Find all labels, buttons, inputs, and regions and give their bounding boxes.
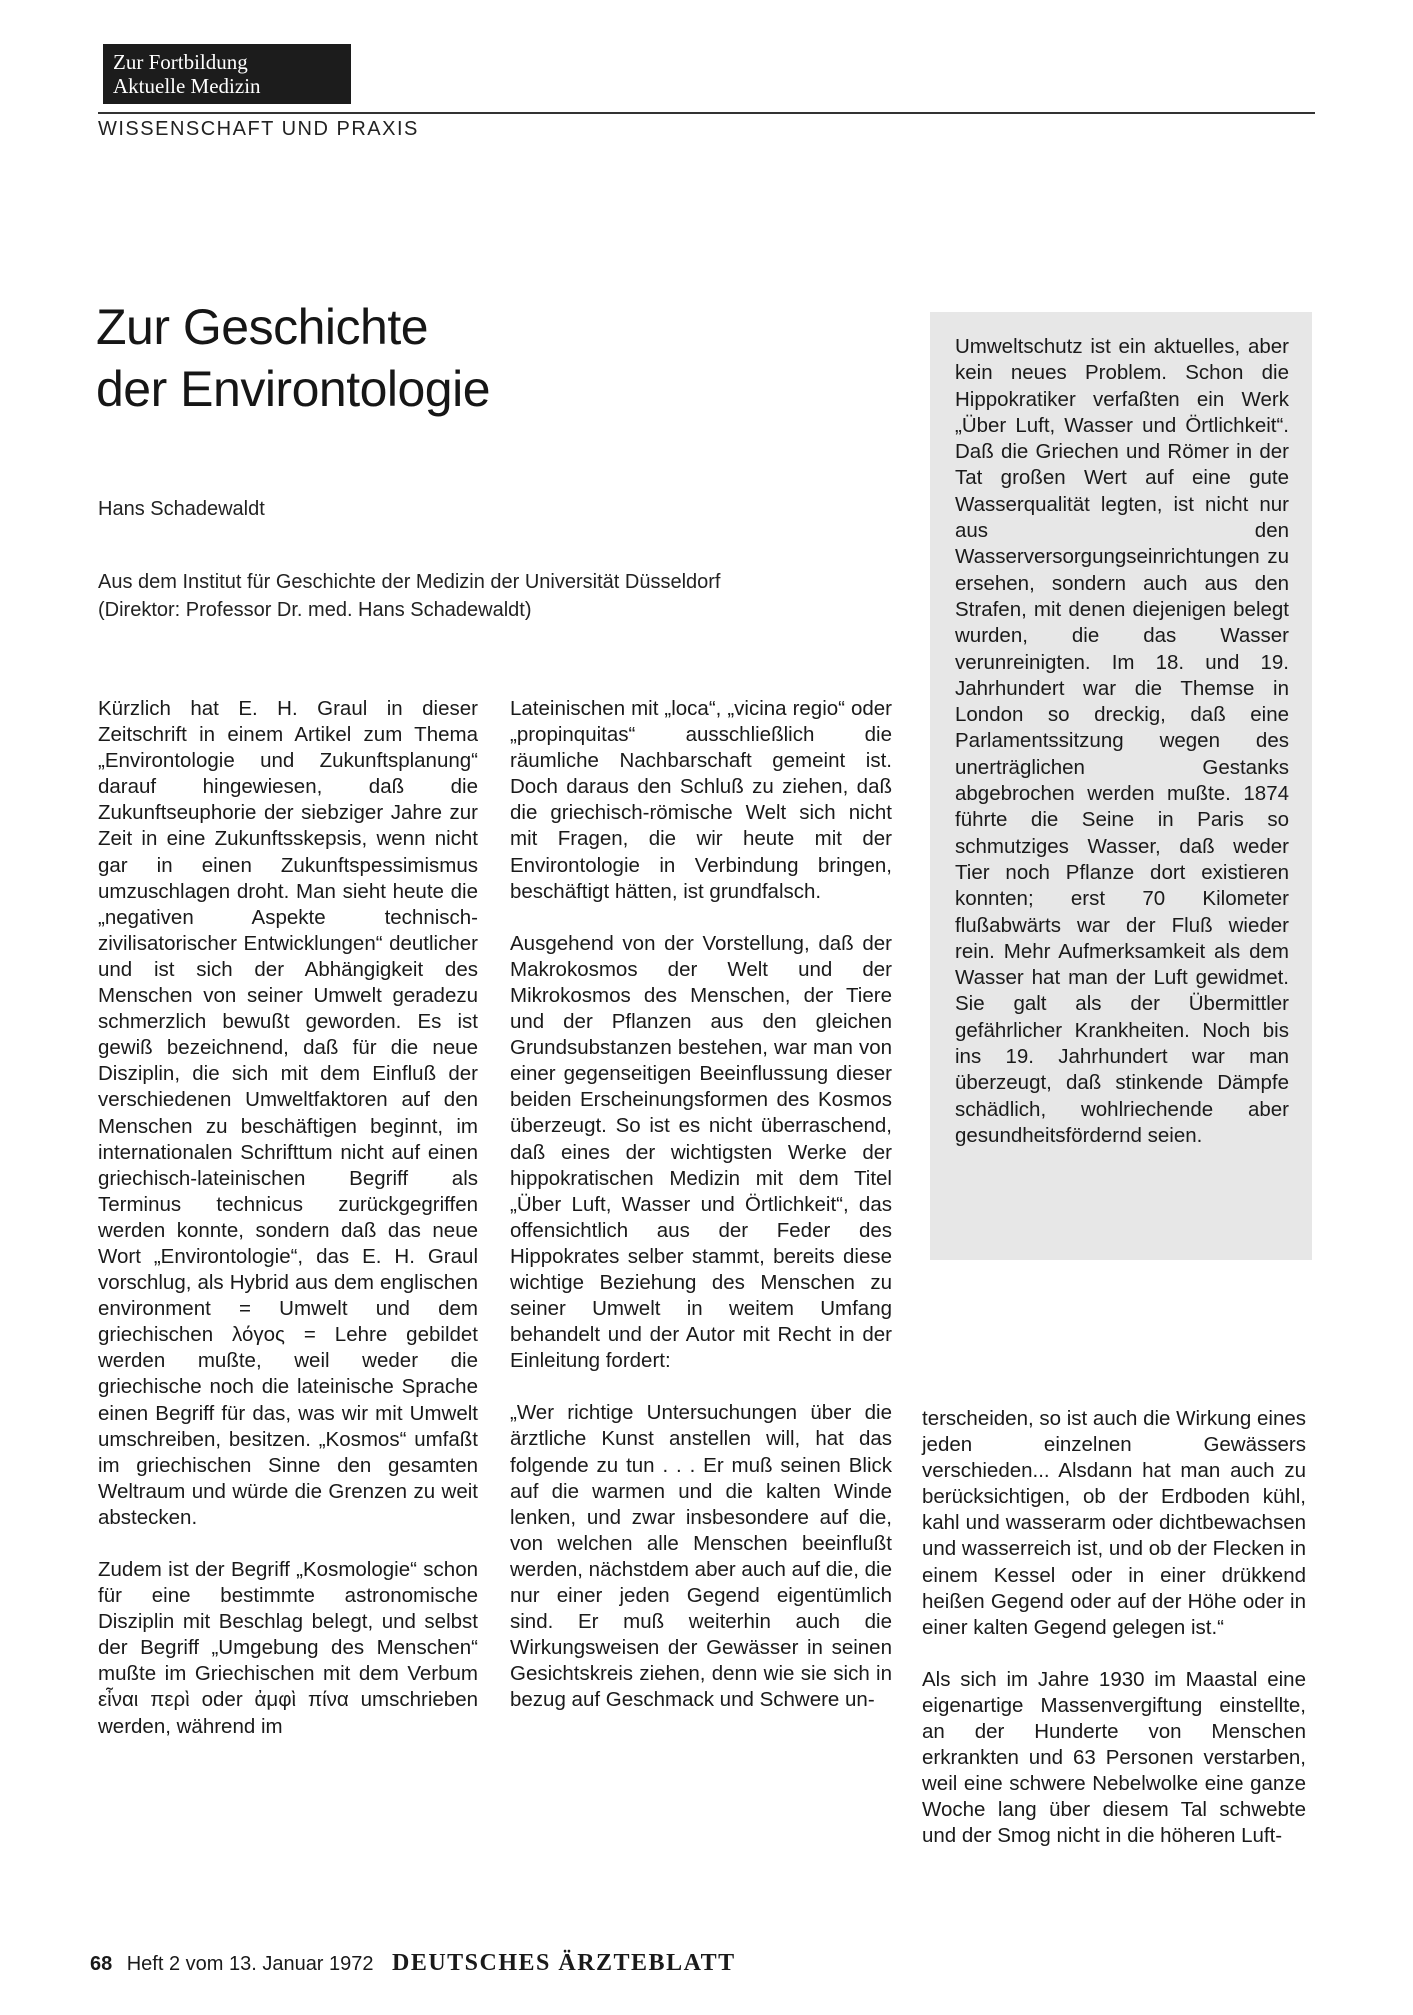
paragraph: Als sich im Jahre 1930 im Maastal eine eigenartige Massenvergiftung einstellte, an der Hunderte von Menschen erkrankten und 63 Personen verstarben, weil eine schwere Nebelwolke eine ganze Woche lang über diesem Tal schwebte und der Smog nicht in die höheren Luft- <box>922 1667 1306 1848</box>
badge-line-2: Aktuelle Medizin <box>113 74 261 98</box>
body-column-1 <box>98 696 478 1740</box>
section-badge <box>103 44 351 104</box>
affiliation-line-2: (Direktor: Professor Dr. med. Hans Schadewaldt) <box>98 599 532 621</box>
paragraph: terscheiden, so ist auch die Wirkung eines jeden einzelnen Gewässers verschieden... Alsdann hat man auch zu berücksichtigen, ob der Erdboden kühl, kahl und wasserarm oder dichtbewachsen und wasserreich ist, und ob der Flecken in einem Kessel oder in einer drükkend heißen Gegend oder auf der Höhe oder in einer kalten Gegend gelegen ist.“ <box>922 1407 1307 1639</box>
affiliation <box>98 568 898 624</box>
paragraph: Lateinischen mit „loca“, „vicina regio“ oder „propinquitas“ ausschließlich die räumliche Nachbarschaft gemeint ist. Doch daraus den Schluß zu ziehen, daß die griechisch-römische Welt sich nicht mit Fragen, die wir heute mit der Environtologie in Verbindung bringen, beschäftigt hätten, ist grundfalsch. <box>510 697 892 903</box>
paragraph: Kürzlich hat E. H. Graul in dieser Zeitschrift in einem Artikel zum Thema „Environtologie und Zukunftsplanung“ darauf hingewiesen, daß die Zukunftseuphorie der siebziger Jahre zur Zeit in eine Zukunftsskepsis, wenn nicht gar in einen Zukunftspessimismus umzuschlagen droht. Man sieht heute die „negativen Aspekte technisch-zivilisatorischer Entwicklungen“ deutlicher und ist sich der Abhängigkeit des Menschen von seiner Umwelt geradezu schmerzlich bewußt geworden. Es ist gewiß bezeichnend, daß für die neue Disziplin, die sich mit dem Einfluß der verschiedenen Umweltfaktoren auf den Menschen zu beschäftigen beginnt, im internationalen Schrifttum nicht auf einen griechisch-lateinischen Begriff als Terminus technicus zurückgegriffen werden konnte, sondern daß das neue Wort „Environtologie“, das E. H. Graul vorschlug, als Hybrid aus dem englischen environment = Umwelt und dem griechischen λόγος = Lehre gebildet werden mußte, weil weder die griechische noch die lateinische Sprache einen Begriff für das, was wir mit Umwelt umschreiben, besitzen. „Kosmos“ umfaßt im griechischen Sinne den gesamten Weltraum und würde die Grenzen zu weit abstecken. <box>98 697 478 1529</box>
page-number: 68 <box>90 1953 113 1975</box>
title-line-2: der Environtologie <box>96 361 491 417</box>
body-column-2 <box>510 696 892 1713</box>
page-footer <box>90 1950 736 1977</box>
paragraph: „Wer richtige Untersuchungen über die ärztliche Kunst anstellen will, hat das folgende zu tun . . . Er muß seinen Blick auf die warmen und die kalten Winde lenken, und zwar insbesondere auf die, von welchen alle Menschen beeinflußt werden, nächstdem aber auch auf die, die nur einer jeden Gegend eigentümlich sind. Er muß weiterhin auch die Wirkungsweisen der Gewässer in seinen Gesichtskreis ziehen, denn wie sie sich in bezug auf Geschmack und Schwere un- <box>510 1401 892 1712</box>
badge-line-1: Zur Fortbildung <box>113 50 248 74</box>
section-label: WISSENSCHAFT UND PRAXIS <box>98 118 419 140</box>
author: Hans Schadewaldt <box>98 498 265 520</box>
paragraph: Ausgehend von der Vorstellung, daß der Makrokosmos der Welt und der Mikrokosmos des Menschen, der Tiere und der Pflanzen aus den gleichen Grundsubstanzen bestehen, war man von einer gegenseitigen Beeinflussung dieser beiden Erscheinungsformen des Kosmos überzeugt. So ist es nicht überraschend, daß eines der wichtigsten Werke der hippokratischen Medizin mit dem Titel „Über Luft, Wasser und Örtlichkeit“, das offensichtlich aus der Feder des Hippokrates selber stammt, bereits diese wichtige Beziehung des Menschen zu seiner Umwelt in weitem Umfang behandelt und der Autor mit Recht in der Einleitung fordert: <box>510 931 892 1373</box>
issue-info: Heft 2 vom 13. Januar 1972 <box>126 1953 374 1975</box>
paragraph: Zudem ist der Begriff „Kosmologie“ schon für eine bestimmte astronomische Disziplin mit Beschlag belegt, und selbst der Begriff „Umgebung des Menschen“ mußte im Griechischen mit dem Verbum εἶναι περὶ oder ἀμφὶ πίνα umschrieben werden, während im <box>98 1558 478 1738</box>
affiliation-line-1: Aus dem Institut für Geschichte der Medizin der Universität Düsseldorf <box>98 571 721 593</box>
body-column-3 <box>922 1406 1306 1850</box>
title-line-1: Zur Geschichte <box>96 299 429 355</box>
header-rule <box>98 112 1315 114</box>
abstract-text: Umweltschutz ist ein aktuelles, aber kein neues Problem. Schon die Hippokratiker verfaßten ein Werk „Über Luft, Wasser und Örtlichkeit“. Daß die Griechen und Römer in der Tat großen Wert auf eine gute Wasserqualität legten, ist nicht nur aus den Wasserversorgungseinrichtungen zu ersehen, sondern auch aus den Strafen, mit denen diejenigen belegt wurden, die das Wasser verunreinigten. Im 18. und 19. Jahrhundert war die Themse in London so dreckig, daß eine Parlamentssitzung wegen des unerträglichen Gestanks abgebrochen werden mußte. 1874 führte die Seine in Paris so schmutziges Wasser, daß weder Tier noch Pflanze dort existieren konnten; erst 70 Kilometer flußabwärts war der Fluß wieder rein. Mehr Aufmerksamkeit als dem Wasser hat man der Luft gewidmet. Sie galt als der Übermittler gefährlicher Krankheiten. Noch bis ins 19. Jahrhundert war man überzeugt, daß stinkende Dämpfe schädlich, wohlriechende aber gesundheitsfördernd seien. <box>955 335 1289 1147</box>
article-title <box>96 296 490 420</box>
journal-name: DEUTSCHES ÄRZTEBLATT <box>391 1950 736 1976</box>
